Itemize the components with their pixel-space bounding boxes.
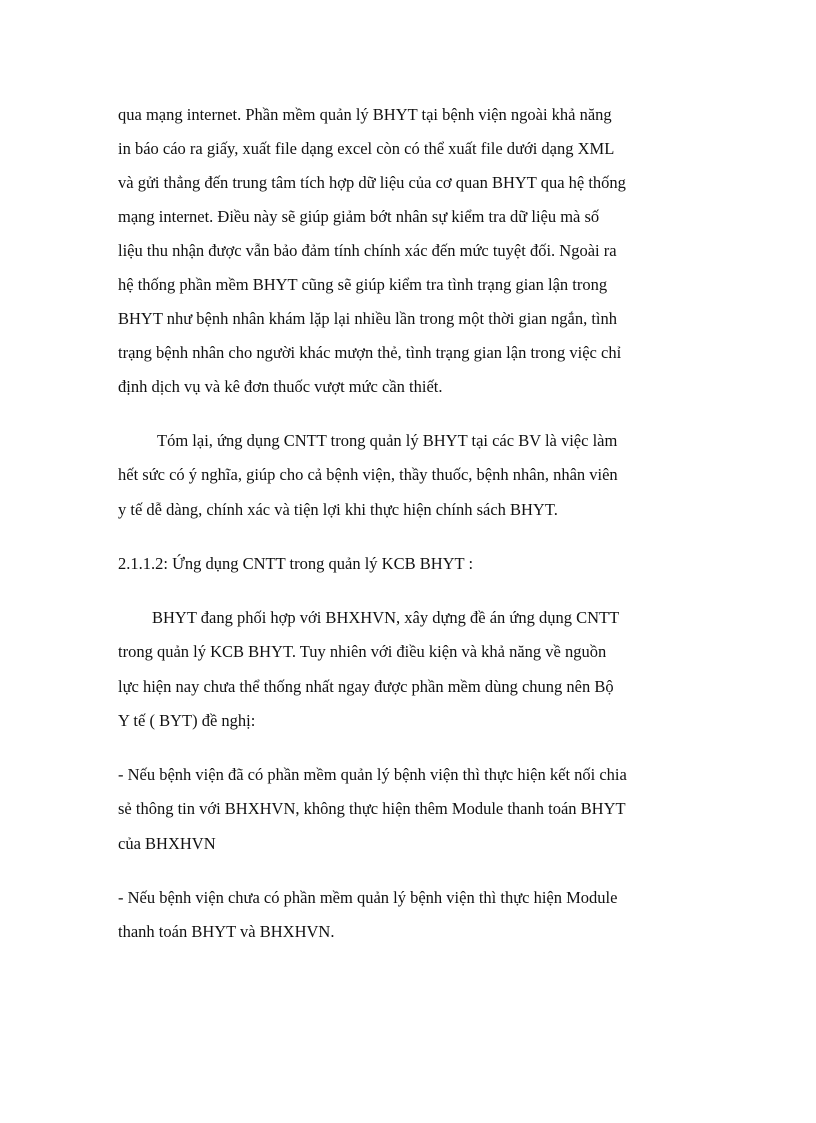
text-line: in báo cáo ra giấy, xuất file dạng excel còn có thể xuất file dưới dạng XML — [118, 139, 615, 158]
text-line: liệu thu nhận được vẫn bảo đảm tính chính xác đến mức tuyệt đối. Ngoài ra — [118, 241, 617, 260]
section-heading: 2.1.1.2: Ứng dụng CNTT trong quản lý KCB BHYT : — [118, 554, 474, 573]
text-line: Tóm lại, ứng dụng CNTT trong quản lý BHYT tại các BV là việc làm — [157, 431, 618, 450]
text-line: của BHXHVN — [118, 834, 216, 853]
text-line: hết sức có ý nghĩa, giúp cho cả bệnh viện, thầy thuốc, bệnh nhân, nhân viên — [118, 465, 618, 484]
text-line: hệ thống phần mềm BHYT cũng sẽ giúp kiểm tra tình trạng gian lận trong — [118, 275, 608, 294]
text-line: BHYT đang phối hợp với BHXHVN, xây dựng đề án ứng dụng CNTT — [152, 608, 620, 627]
text-line: định dịch vụ và kê đơn thuốc vượt mức cần thiết. — [118, 377, 443, 396]
text-line: qua mạng internet. Phần mềm quản lý BHYT tại bệnh viện ngoài khả năng — [118, 105, 612, 124]
text-line: - Nếu bệnh viện đã có phần mềm quản lý bệnh viện thì thực hiện kết nối chia — [118, 765, 627, 784]
text-line: và gửi thẳng đến trung tâm tích hợp dữ liệu của cơ quan BHYT qua hệ thống — [118, 173, 626, 192]
text-line: trong quản lý KCB BHYT. Tuy nhiên với điều kiện và khả năng về nguồn — [118, 642, 607, 661]
text-line: - Nếu bệnh viện chưa có phần mềm quản lý bệnh viện thì thực hiện Module — [118, 888, 618, 907]
text-line: thanh toán BHYT và BHXHVN. — [118, 922, 335, 941]
text-line: trạng bệnh nhân cho người khác mượn thẻ, tình trạng gian lận trong việc chỉ — [118, 343, 622, 362]
text-line: Y tế ( BYT) đề nghị: — [118, 711, 256, 730]
text-line: mạng internet. Điều này sẽ giúp giảm bớt nhân sự kiểm tra dữ liệu mà số — [118, 207, 600, 226]
text-line: BHYT như bệnh nhân khám lặp lại nhiều lần trong một thời gian ngắn, tình — [118, 309, 617, 328]
text-line: lực hiện nay chưa thể thống nhất ngay được phần mềm dùng chung nên Bộ — [118, 677, 614, 696]
text-line: y tế dễ dàng, chính xác và tiện lợi khi thực hiện chính sách BHYT. — [118, 500, 558, 519]
text-line: sẻ thông tin với BHXHVN, không thực hiện thêm Module thanh toán BHYT — [118, 799, 626, 818]
